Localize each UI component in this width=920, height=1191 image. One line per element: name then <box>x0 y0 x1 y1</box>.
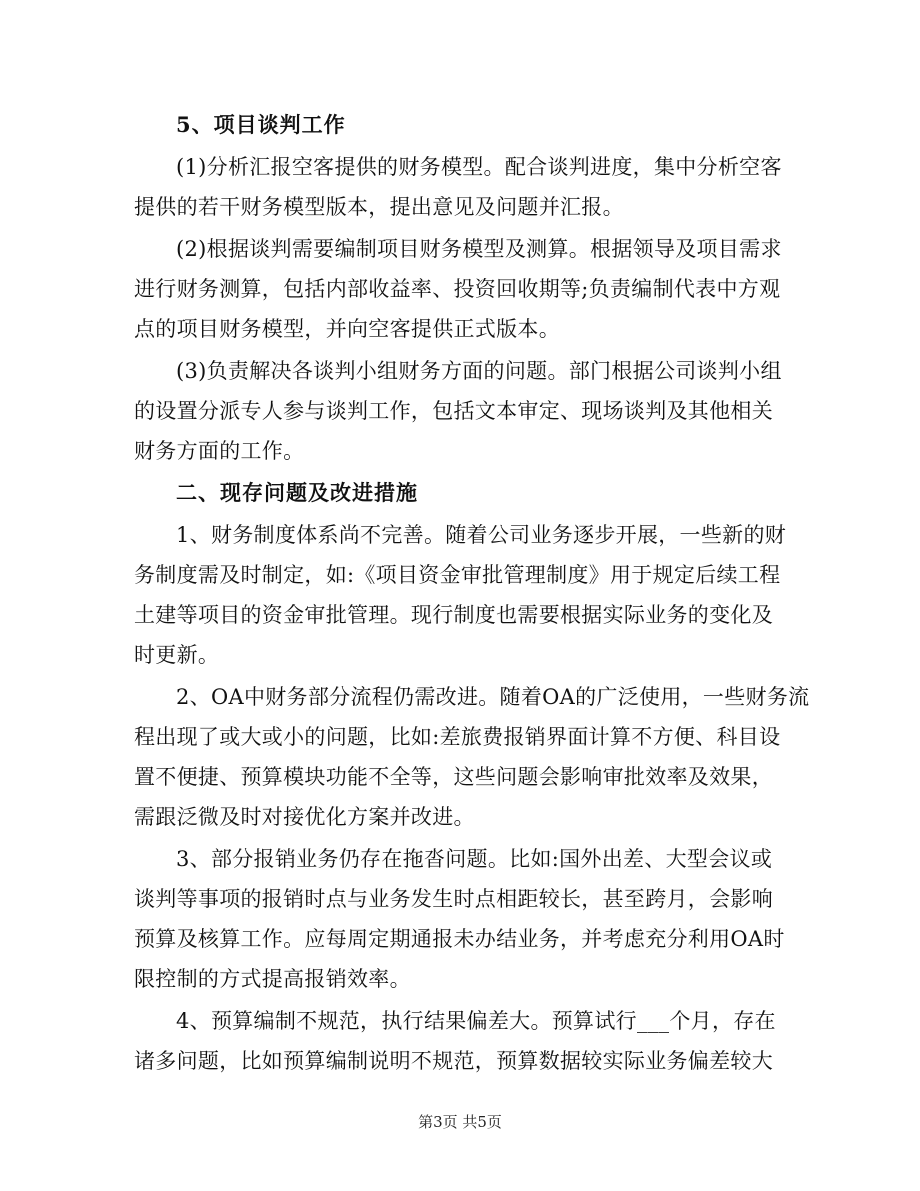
text-line: (2)根据谈判需要编制项目财务模型及测算。根据领导及项目需求 <box>176 237 782 261</box>
text-line: 诸多问题，比如预算编制说明不规范，预算数据较实际业务偏差较大 <box>134 1049 773 1073</box>
paragraph-financial-system <box>134 515 786 675</box>
text-line: 时更新。 <box>134 643 220 667</box>
paragraph-oa-process <box>134 677 810 837</box>
text-line: 的设置分派专人参与谈判工作，包括文本审定、现场谈判及其他相关 <box>134 399 773 423</box>
paragraph-financial-model-analysis <box>134 147 786 227</box>
paragraph-financial-model-compilation <box>134 229 786 349</box>
text-line: 2、OA中财务部分流程仍需改进。随着OA的广泛使用，一些财务流 <box>176 685 810 709</box>
text-line: 置不便捷、预算模块功能不全等，这些问题会影响审批效率及效果， <box>134 765 773 789</box>
text-line: 需跟泛微及时对接优化方案并改进。 <box>134 805 475 829</box>
text-line: 土建等项目的资金审批管理。现行制度也需要根据实际业务的变化及 <box>134 603 773 627</box>
document-body <box>134 105 810 1083</box>
text-line: 谈判等事项的报销时点与业务发生时点相距较长，甚至跨月，会影响 <box>134 887 773 911</box>
text-line: (3)负责解决各谈判小组财务方面的问题。部门根据公司谈判小组 <box>176 359 782 383</box>
section-heading-existing-problems: 二、现存问题及改进措施 <box>176 480 418 505</box>
text-line: 进行财务测算，包括内部收益率、投资回收期等;负责编制代表中方观 <box>134 277 781 301</box>
paragraph-reimbursement-delay <box>134 839 786 999</box>
text-line: 务制度需及时制定，如:《项目资金审批管理制度》用于规定后续工程 <box>134 563 781 587</box>
text-line: 点的项目财务模型，并向空客提供正式版本。 <box>134 317 560 341</box>
text-line: 预算及核算工作。应每周定期通报未办结业务，并考虑充分利用OA时 <box>134 927 785 951</box>
text-line: 4、预算编制不规范，执行结果偏差大。预算试行___个月，存在 <box>176 1009 776 1033</box>
text-line: 提供的若干财务模型版本，提出意见及问题并汇报。 <box>134 195 624 219</box>
paragraph-negotiation-team-issues <box>134 351 786 471</box>
text-line: 限控制的方式提高报销效率。 <box>134 967 411 991</box>
text-line: (1)分析汇报空客提供的财务模型。配合谈判进度，集中分析空客 <box>176 155 782 179</box>
text-line: 财务方面的工作。 <box>134 439 305 463</box>
section-heading-project-negotiation: 5、项目谈判工作 <box>176 112 346 137</box>
paragraph-budget-compilation <box>134 1001 786 1081</box>
text-line: 1、财务制度体系尚不完善。随着公司业务逐步开展，一些新的财 <box>176 523 787 547</box>
text-line: 程出现了或大或小的问题，比如:差旅费报销界面计算不方便、科目设 <box>134 725 781 749</box>
page-number-footer: 第3页 共5页 <box>418 1113 502 1131</box>
text-line: 3、部分报销业务仍存在拖沓问题。比如:国外出差、大型会议或 <box>176 847 773 871</box>
